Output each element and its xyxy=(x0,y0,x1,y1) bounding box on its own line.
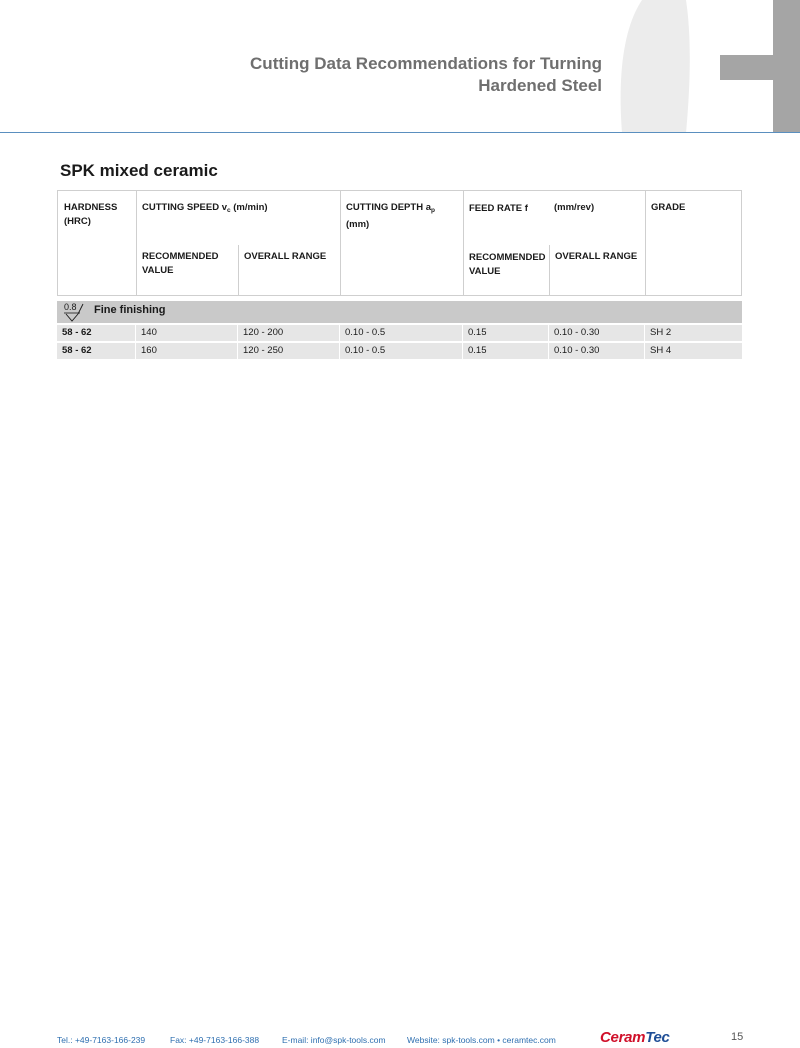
header-speed-overall-range: OVERALL RANGE xyxy=(244,251,327,262)
cell-depth: 0.10 - 0.5 xyxy=(345,327,386,338)
section-title: SPK mixed ceramic xyxy=(60,161,218,180)
header-divider-line xyxy=(549,245,550,295)
cell-feed-range: 0.10 - 0.30 xyxy=(554,345,600,356)
cell-speed-range: 120 - 250 xyxy=(243,345,284,356)
page-number: 15 xyxy=(731,1031,744,1043)
header-cutting-speed-label: CUTTING SPEED v xyxy=(142,202,227,213)
group-row-fine-finishing xyxy=(57,301,742,323)
header-speed-recommended-line2: VALUE xyxy=(142,265,174,276)
header-divider-line xyxy=(645,191,646,295)
header-divider-line xyxy=(238,245,239,295)
ceramtec-logo xyxy=(600,1029,670,1046)
cell-hardness: 58 - 62 xyxy=(62,345,92,356)
footer-email[interactable]: E-mail: info@spk-tools.com xyxy=(282,1035,386,1045)
group-label: Fine finishing xyxy=(94,304,166,316)
cell-grade: SH 2 xyxy=(650,327,672,338)
footer-fax: Fax: +49-7163-166-388 xyxy=(170,1035,260,1045)
header-cutting-speed xyxy=(142,201,268,218)
cell-speed-recommended: 160 xyxy=(141,345,157,356)
footer-tel[interactable]: Tel.: +49-7163-166-239 xyxy=(57,1035,146,1045)
footer-website[interactable]: Website: spk-tools.com • ceramtec.com xyxy=(407,1035,556,1045)
header-feed-recommended-line1: RECOMMENDED xyxy=(469,252,546,263)
header-title-line2: Hardened Steel xyxy=(478,76,602,95)
header-feed-recommended-line2: VALUE xyxy=(469,266,501,277)
cell-feed-range: 0.10 - 0.30 xyxy=(554,327,600,338)
header-hardness xyxy=(64,201,117,229)
header-hardness-label: HARDNESS xyxy=(64,202,118,213)
header-feed-overall-range: OVERALL RANGE xyxy=(555,251,638,262)
cell-feed-recommended: 0.15 xyxy=(468,345,487,356)
header-speed-recommended xyxy=(142,250,219,278)
header-divider-line xyxy=(340,191,341,295)
header-hardness-unit: (HRC) xyxy=(64,216,91,227)
logo-part-tec: Tec xyxy=(645,1029,670,1046)
table-row xyxy=(57,325,742,341)
header-grade: GRADE xyxy=(651,202,686,213)
header-cutting-speed-unit: (m/min) xyxy=(230,202,268,213)
header-feed-rate: FEED RATE f xyxy=(469,203,528,214)
header-cutting-speed-sub: c xyxy=(227,207,231,214)
table-header xyxy=(57,190,742,296)
header-feed-recommended xyxy=(469,251,546,279)
header-title-line1: Cutting Data Recommendations for Turning xyxy=(250,54,602,73)
header-divider-line xyxy=(463,191,464,295)
cell-hardness: 58 - 62 xyxy=(62,327,92,338)
header-cutting-depth-label: CUTTING DEPTH a xyxy=(346,202,431,213)
table-row xyxy=(57,343,742,359)
header-speed-recommended-line1: RECOMMENDED xyxy=(142,251,219,262)
header-divider-line xyxy=(136,191,137,295)
header-cutting-depth-sub: p xyxy=(430,207,435,214)
header-cutting-depth-unit: (mm) xyxy=(346,219,370,230)
header-divider xyxy=(0,132,800,133)
cell-speed-range: 120 - 200 xyxy=(243,327,284,338)
cell-grade: SH 4 xyxy=(650,345,672,356)
cell-speed-recommended: 140 xyxy=(141,327,157,338)
header-feed-rate-unit: (mm/rev) xyxy=(554,202,595,213)
header-cutting-depth xyxy=(346,201,435,232)
surface-finish-value: 0.8 xyxy=(64,302,77,312)
page-header-title xyxy=(250,53,602,97)
logo-part-ceram: Ceram xyxy=(600,1029,646,1046)
cell-depth: 0.10 - 0.5 xyxy=(345,345,386,356)
cell-feed-recommended: 0.15 xyxy=(468,327,487,338)
